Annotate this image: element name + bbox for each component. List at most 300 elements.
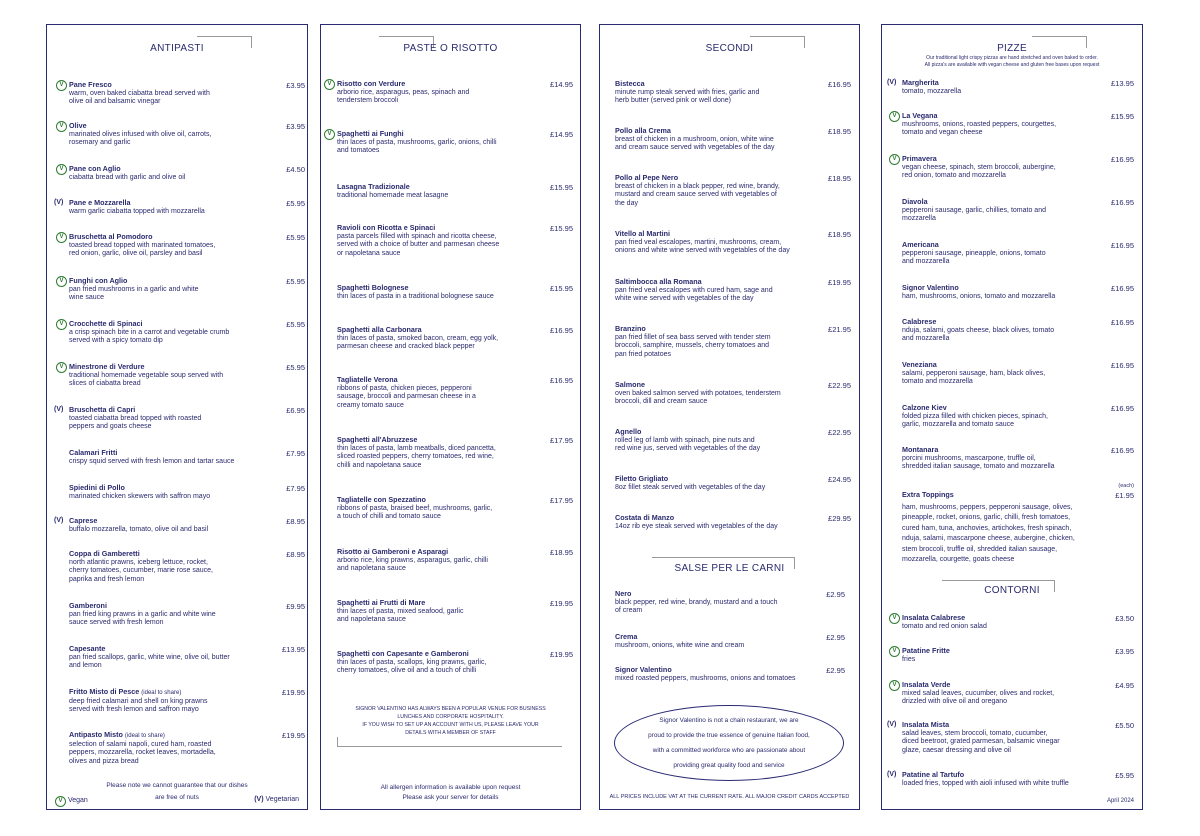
item-name	[337, 436, 563, 445]
item-description: breast of chicken in a mushroom, onion, white wine and cream sauce served with vegetables of the day	[615, 135, 775, 151]
item-price: £5.95	[286, 199, 305, 208]
menu-item	[615, 590, 860, 616]
item-price: £29.95	[828, 514, 851, 523]
item-description: marinated olives infused with olive oil, carrots, rosemary and garlic	[69, 130, 212, 146]
item-name	[69, 449, 295, 458]
item-description: tomato, mozzarella	[902, 87, 962, 95]
item-description: toasted ciabatta bread topped with roasted peppers and goats cheese	[69, 414, 202, 430]
item-price: £2.95	[826, 590, 845, 599]
menu-item	[892, 613, 1134, 631]
item-name-text: Minestrone di Verdure	[69, 362, 145, 371]
item-description: thin laces of pasta, mixed seafood, garlic and napoletana sauce	[337, 607, 464, 623]
item-name	[69, 602, 295, 611]
menu-item	[902, 283, 1134, 301]
item-name-text: Risotto con Verdure	[337, 79, 406, 88]
menu-item	[337, 435, 573, 470]
item-name-text: Pane Fresco	[69, 80, 112, 89]
salse-title: SALSE PER LE CARNI	[674, 563, 785, 574]
item-name-text: Spaghetti con Capesante e Gamberoni	[337, 649, 469, 658]
item-price: £4.50	[286, 165, 305, 174]
item-price: £3.95	[1115, 647, 1134, 656]
item-description: buffalo mozzarella, tomato, olive oil and basil	[69, 525, 209, 533]
item-name-text: Caprese	[69, 516, 98, 525]
item-name	[69, 363, 295, 372]
item-name-text: Crocchette di Spinaci	[69, 319, 143, 328]
menu-item	[615, 324, 851, 359]
item-price: £13.95	[1111, 79, 1134, 88]
item-name-text: Costata di Manzo	[615, 513, 675, 522]
legend-vegan-label: Vegan	[67, 797, 88, 804]
business-note: SIGNOR VALENTINO HAS ALWAYS BEEN A POPULAR VENUE FOR BUSINESS LUNCHES AND CORPORATE HOSPITALITY. IF YOU WISH TO SET UP AN ACCOUNT WITH US, PLEASE LEAVE YOUR DETAILS WITH A MEMBER OF STAFF	[355, 706, 546, 736]
item-description: mixed roasted peppers, mushrooms, onions and tomatoes	[615, 674, 796, 682]
item-price: £15.95	[550, 224, 573, 233]
item-description: pan fried fillet of sea bass served with tender stem broccoli, samphire, mussels, cherry tomatoes and pan fried potatoes	[615, 333, 771, 358]
item-name	[337, 130, 563, 139]
menu-item	[69, 687, 305, 715]
paste-panel	[320, 24, 581, 810]
item-name-text: Diavola	[902, 197, 928, 206]
item-name	[337, 284, 563, 293]
menu-item	[615, 474, 851, 492]
item-name	[69, 517, 295, 526]
item-description: 14oz rib eye steak served with vegetables of the day	[615, 522, 778, 530]
item-name	[337, 376, 563, 385]
menu-item	[327, 129, 573, 156]
item-name-text: Pane e Mozzarella	[69, 198, 131, 207]
menu-item	[327, 79, 573, 106]
menu-item	[54, 405, 305, 432]
vegan-icon: V	[324, 129, 335, 140]
item-price: £16.95	[1111, 198, 1134, 207]
contorni-title: CONTORNI	[984, 585, 1040, 596]
item-name	[69, 165, 295, 174]
item-name-text: Risotto ai Gamberoni e Asparagi	[337, 547, 449, 556]
item-name-text: Pollo alla Crema	[615, 126, 671, 135]
menu-item	[615, 173, 851, 208]
item-description: porcini mushrooms, mascarpone, truffle oil, shredded italian sausage, tomato and mozzarella	[902, 454, 1055, 470]
vegan-icon: V	[324, 79, 335, 90]
vegetarian-icon: (V)	[54, 199, 64, 206]
item-description: breast of chicken in a black pepper, red wine, brandy, mustard and cream sauce served with vegetables of the day	[615, 182, 780, 207]
item-description: rolled leg of lamb with spinach, pine nuts and red wine jus, served with vegetables of the day	[615, 436, 761, 452]
item-description: black pepper, red wine, brandy, mustard and a touch of cream	[615, 598, 778, 614]
nuts-note: Please note we cannot guarantee that our dishes are free of nuts	[106, 782, 248, 801]
menu-item	[69, 549, 305, 584]
item-price: £16.95	[1111, 361, 1134, 370]
item-name	[615, 325, 841, 334]
legend-vegetarian-label: Vegetarian	[265, 796, 299, 803]
menu-item	[69, 601, 305, 628]
item-name-text: Insalata Mista	[902, 720, 950, 729]
item-name	[902, 721, 1128, 730]
item-description: tomato and red onion salad	[902, 622, 987, 630]
item-price: £7.95	[286, 449, 305, 458]
item-price: £21.95	[828, 325, 851, 334]
item-name-text: Signor Valentino	[902, 283, 959, 292]
item-name-text: Tagliatelle Verona	[337, 375, 398, 384]
item-name-text: Bistecca	[615, 79, 645, 88]
menu-item	[902, 317, 1134, 344]
menu-item	[59, 121, 305, 148]
item-description: thin laces of pasta, smoked bacon, cream, egg yolk, parmesan cheese and cracked black pepper	[337, 334, 499, 350]
menu-item	[59, 232, 305, 259]
item-description: thin laces of pasta, mushrooms, garlic, onions, chilli and tomatoes	[337, 138, 497, 154]
menu-item	[337, 182, 573, 200]
menu-item	[902, 240, 1134, 267]
item-name-text: Ravioli con Ricotta e Spinaci	[337, 223, 436, 232]
menu-item	[69, 730, 305, 766]
item-name-text: Antipasto Misto	[69, 730, 123, 739]
menu-item	[69, 483, 305, 501]
vegetarian-icon: (V)	[54, 517, 64, 524]
vegan-icon: V	[889, 680, 900, 691]
menu-item	[337, 375, 573, 410]
item-name-text: Signor Valentino	[615, 665, 672, 674]
item-description: ribbons of pasta, chicken pieces, pepperoni sausage, broccoli and parmesan cheese in a creamy tomato sauce	[337, 384, 476, 409]
item-price: £14.95	[550, 80, 573, 89]
secondi-panel	[599, 24, 860, 810]
item-description: arborio rice, asparagus, peas, spinach and tenderstem broccoli	[337, 88, 470, 104]
menu-item	[337, 547, 573, 574]
item-name-text: Spaghetti all'Abruzzese	[337, 435, 418, 444]
item-tag: (ideal to share)	[124, 733, 165, 739]
item-price: £13.95	[282, 645, 305, 654]
item-name-text: Vitello al Martini	[615, 229, 670, 238]
item-name	[337, 80, 563, 89]
item-price: £5.95	[286, 363, 305, 372]
menu-item	[892, 111, 1134, 138]
item-name	[902, 446, 1128, 455]
menu-item	[615, 427, 851, 454]
item-name-text: Capesante	[69, 644, 106, 653]
item-name-text: Coppa di Gamberetti	[69, 549, 140, 558]
menu-item	[337, 495, 573, 522]
item-price: £16.95	[828, 80, 851, 89]
item-price: £16.95	[1111, 241, 1134, 250]
item-description: nduja, salami, goats cheese, black olives, tomato and mozzarella	[902, 326, 1055, 342]
vegan-icon: V	[56, 276, 67, 287]
item-name-text: Spaghetti ai Frutti di Mare	[337, 598, 426, 607]
item-description: toasted bread topped with marinated tomatoes, red onion, garlic, olive oil, parsley and basil	[69, 241, 216, 257]
item-price: £3.50	[1115, 614, 1134, 623]
item-name-text: Spaghetti alla Carbonara	[337, 325, 422, 334]
item-name-text: Patatine Fritte	[902, 646, 950, 655]
item-name	[902, 614, 1128, 623]
item-name-text: Tagliatelle con Spezzatino	[337, 495, 426, 504]
item-name	[902, 198, 1128, 207]
vegan-icon: V	[56, 80, 67, 91]
item-price: £3.95	[286, 81, 305, 90]
item-description: deep fried calamari and shell on king prawns served with fresh lemon and saffron mayo	[69, 697, 208, 713]
item-price: £15.95	[1111, 112, 1134, 121]
item-price: £8.95	[286, 550, 305, 559]
item-description: warm, oven baked ciabatta bread served with olive oil and balsamic vinegar	[69, 89, 210, 105]
menu-item	[337, 223, 573, 258]
item-name-text: Fritto Misto di Pesce	[69, 687, 140, 696]
item-name-text: La Vegana	[902, 111, 938, 120]
vegan-icon: V	[56, 232, 67, 243]
item-price: £5.95	[286, 277, 305, 286]
menu-item	[337, 283, 573, 301]
item-price: £5.95	[1115, 771, 1134, 780]
item-description: 8oz fillet steak served with vegetables of the day	[615, 483, 766, 491]
vegetarian-icon: (V)	[254, 796, 264, 803]
item-description: minute rump steak served with fries, garlic and herb butter (served pink or well done)	[615, 88, 760, 104]
about-oval: Signor Valentino is not a chain restaurant, we are proud to provide the true essence of genuine Italian food, with a committed workforce who are passionate about providing great quality food and service	[614, 705, 844, 781]
item-name-text: Spiedini di Pollo	[69, 483, 125, 492]
item-name-text: Gamberoni	[69, 601, 107, 610]
menu-item	[69, 448, 305, 466]
vegetarian-icon: (V)	[887, 79, 897, 86]
item-price: £2.95	[826, 666, 845, 675]
item-name-text: Nero	[615, 589, 632, 598]
item-name	[615, 278, 841, 287]
item-description: ribbons of pasta, braised beef, mushrooms, garlic, a touch of chilli and tomato sauce	[337, 504, 493, 520]
item-name	[337, 599, 563, 608]
menu-item	[69, 644, 305, 671]
item-price: £5.50	[1115, 721, 1134, 730]
item-name	[902, 404, 1128, 413]
item-name	[902, 681, 1128, 690]
extra-toppings	[902, 483, 1138, 566]
item-name-text: Insalata Verde	[902, 680, 951, 689]
menu-item	[615, 666, 860, 683]
item-description: salad leaves, stem broccoli, tomato, cucumber, diced beetroot, grated parmesan, balsamic vinegar glaze, caesar dressing and olive oil	[902, 729, 1060, 754]
item-price: £4.95	[1115, 681, 1134, 690]
item-description: pasta parcels filled with spinach and ricotta cheese, served with a choice of butter and parmesan cheese or napoletana sauce	[337, 232, 500, 257]
item-price: £22.95	[828, 381, 851, 390]
item-price: £24.95	[828, 475, 851, 484]
item-description: selection of salami napoli, cured ham, roasted peppers, mozzarella, rocket leaves, mortadella, olives and pizza bread	[69, 740, 216, 765]
item-description: north atlantic prawns, iceberg lettuce, rocket, cherry tomatoes, cucumber, marie rose sauce, paprika and fresh lemon	[69, 558, 213, 583]
vegetarian-icon: (V)	[887, 721, 897, 728]
item-description: marinated chicken skewers with saffron mayo	[69, 492, 211, 500]
item-description: loaded fries, topped with aioli infused with white truffle	[902, 779, 1069, 787]
item-name-text: Montanara	[902, 445, 939, 454]
item-name	[615, 127, 841, 136]
item-name	[902, 318, 1128, 327]
pizze-title: PIZZE	[997, 43, 1027, 54]
item-description: fries	[902, 655, 916, 663]
item-description: thin laces of pasta in a traditional bolognese sauce	[337, 292, 494, 300]
item-name	[615, 174, 841, 183]
menu-item	[337, 325, 573, 352]
item-name	[902, 361, 1128, 370]
item-price: £18.95	[550, 548, 573, 557]
item-description: mushroom, onions, white wine and cream	[615, 641, 745, 649]
item-description: salami, pepperoni sausage, ham, black olives, tomato and mozzarella	[902, 369, 1046, 385]
item-name	[69, 122, 295, 131]
item-name	[902, 79, 1128, 88]
item-name-text: Agnello	[615, 427, 642, 436]
item-name	[615, 230, 841, 239]
item-name	[69, 320, 295, 329]
item-name-text: Primavera	[902, 154, 937, 163]
item-price: £16.95	[1111, 446, 1134, 455]
item-price: £16.95	[1111, 404, 1134, 413]
item-name-text: Spaghetti Bolognese	[337, 283, 409, 292]
antipasti-panel	[46, 24, 308, 810]
toppings-name: Extra Toppings	[902, 490, 954, 499]
legend-vegan	[55, 796, 88, 807]
item-name-text: Funghi con Aglio	[69, 276, 128, 285]
item-price: £16.95	[1111, 284, 1134, 293]
item-price: £16.95	[1111, 318, 1134, 327]
item-name-text: Calabrese	[902, 317, 937, 326]
menu-item	[615, 513, 851, 531]
item-name	[69, 731, 295, 741]
item-price: £5.95	[286, 233, 305, 242]
item-price: £16.95	[1111, 155, 1134, 164]
item-description: traditional homemade meat lasagne	[337, 191, 449, 199]
item-price: £17.95	[550, 496, 573, 505]
item-name	[902, 647, 1128, 656]
allergen-note: All allergen information is available upon request Please ask your server for details	[380, 784, 521, 801]
menu-item	[59, 276, 305, 303]
menu-item	[902, 197, 1134, 224]
item-description: pepperoni sausage, pineapple, onions, tomato and mozzarella	[902, 249, 1046, 265]
antipasti-title: ANTIPASTI	[150, 43, 204, 54]
vegan-icon: V	[56, 121, 67, 132]
item-tag: (ideal to share)	[141, 690, 182, 696]
item-price: £3.95	[286, 122, 305, 131]
item-name-text: Spaghetti ai Funghi	[337, 129, 404, 138]
item-price: £18.95	[828, 127, 851, 136]
item-price: £8.95	[286, 517, 305, 526]
vegetarian-icon: (V)	[887, 771, 897, 778]
item-description: arborio rice, king prawns, asparagus, garlic, chilli and napoletana sauce	[337, 556, 488, 572]
menu-item	[54, 198, 305, 216]
item-name-text: Patatine al Tartufo	[902, 770, 965, 779]
item-name	[337, 650, 563, 659]
legend-vegetarian	[254, 796, 299, 803]
item-description: pan fried scallops, garlic, white wine, olive oil, butter and lemon	[69, 653, 230, 669]
item-description: thin laces of pasta, lamb meatballs, diced pancetta, sliced roasted peppers, cherry tomatoes, red wine, chilli and napoletana sauce	[337, 444, 496, 469]
item-price: £19.95	[282, 688, 305, 697]
item-price: £18.95	[828, 174, 851, 183]
menu-item	[59, 362, 305, 389]
item-price: £9.95	[286, 602, 305, 611]
vegan-icon: V	[889, 111, 900, 122]
vegan-icon: V	[56, 362, 67, 373]
menu-item	[615, 126, 851, 153]
item-name-text: Salmone	[615, 380, 645, 389]
item-description: mixed salad leaves, cucumber, olives and rocket, drizzled with olive oil and oregano	[902, 689, 1055, 705]
menu-item	[887, 770, 1134, 788]
item-description: mushrooms, onions, roasted peppers, courgettes, tomato and vegan cheese	[902, 120, 1057, 136]
item-name-text: Americana	[902, 240, 939, 249]
item-name	[615, 633, 860, 642]
item-name	[615, 80, 841, 89]
paste-title: PASTE O RISOTTO	[403, 43, 498, 54]
secondi-title: SECONDI	[705, 43, 754, 54]
item-price: £15.95	[550, 284, 573, 293]
item-name-text: Bruschetta di Capri	[69, 405, 136, 414]
item-name-text: Pollo al Pepe Nero	[615, 173, 679, 182]
item-description: ham, mushrooms, onions, tomato and mozzarella	[902, 292, 1056, 300]
menu-item	[59, 319, 305, 346]
item-name	[69, 233, 295, 242]
item-name	[902, 241, 1128, 250]
item-price: £19.95	[550, 599, 573, 608]
menu-item	[887, 78, 1134, 96]
menu-item	[892, 154, 1134, 181]
item-name	[615, 381, 841, 390]
pizze-panel	[881, 24, 1143, 810]
vegan-icon: V	[889, 646, 900, 657]
menu-item	[892, 646, 1134, 664]
item-price: £6.95	[286, 406, 305, 415]
item-name	[615, 514, 841, 523]
item-price: £14.95	[550, 130, 573, 139]
vegan-icon: V	[889, 613, 900, 624]
item-description: ciabatta bread with garlic and olive oil	[69, 173, 186, 181]
item-price: £18.95	[828, 230, 851, 239]
item-description: pepperoni sausage, garlic, chillies, tomato and mozzarella	[902, 206, 1046, 222]
item-name	[69, 484, 295, 493]
item-description: a crisp spinach bite in a carrot and vegetable crumb served with a spicy tomato dip	[69, 328, 230, 344]
item-description: folded pizza filled with chicken pieces, spinach, garlic, mozzarella and tomato sauce	[902, 412, 1048, 428]
menu-item	[902, 360, 1134, 387]
vat-note: ALL PRICES INCLUDE VAT AT THE CURRENT RATE. ALL MAJOR CREDIT CARDS ACCEPTED	[609, 794, 850, 800]
vegan-icon: V	[56, 164, 67, 175]
item-name	[337, 183, 563, 192]
item-name	[615, 590, 860, 599]
menu-item	[59, 80, 305, 107]
item-price: £7.95	[286, 484, 305, 493]
vegetarian-icon: (V)	[54, 406, 64, 413]
item-price: £19.95	[282, 731, 305, 740]
item-name	[69, 81, 295, 90]
item-name	[902, 284, 1128, 293]
item-name-text: Margherita	[902, 78, 939, 87]
item-name-text: Crema	[615, 632, 638, 641]
toppings-price: £1.95	[1115, 491, 1134, 500]
item-price: £22.95	[828, 428, 851, 437]
item-name-text: Calzone Kiev	[902, 403, 947, 412]
item-price: £16.95	[550, 376, 573, 385]
vegan-icon: V	[889, 154, 900, 165]
menu-item	[902, 445, 1134, 472]
item-description: traditional homemade vegetable soup served with slices of ciabatta bread	[69, 371, 224, 387]
item-description: vegan cheese, spinach, stem broccoli, aubergine, red onion, tomato and mozzarella	[902, 163, 1056, 179]
item-name	[615, 666, 860, 675]
item-description: warm garlic ciabatta topped with mozzarella	[69, 207, 205, 215]
item-name	[69, 277, 295, 286]
item-description: pan fried king prawns in a garlic and white wine sauce served with fresh lemon	[69, 610, 216, 626]
item-name	[69, 645, 295, 654]
item-price: £19.95	[550, 650, 573, 659]
item-price: £2.95	[826, 633, 845, 642]
menu-item	[892, 680, 1134, 707]
menu-date: April 2024	[1106, 798, 1134, 804]
item-name	[69, 550, 295, 559]
menu-item	[337, 649, 573, 676]
item-price: £15.95	[550, 183, 573, 192]
item-name-text: Pane con Aglio	[69, 164, 121, 173]
menu-item	[615, 380, 851, 407]
item-description: pan fried veal escalopes, martini, mushrooms, cream, onions and white wine served with vegetables of the day	[615, 238, 790, 254]
item-name-text: Filetto Grigliato	[615, 474, 669, 483]
item-name	[337, 326, 563, 335]
menu-item	[615, 633, 860, 650]
menu-item	[59, 164, 305, 182]
item-name-text: Veneziana	[902, 360, 937, 369]
menu-item	[615, 229, 851, 256]
item-name	[615, 428, 841, 437]
item-price: £16.95	[550, 326, 573, 335]
menu-item	[902, 403, 1134, 430]
